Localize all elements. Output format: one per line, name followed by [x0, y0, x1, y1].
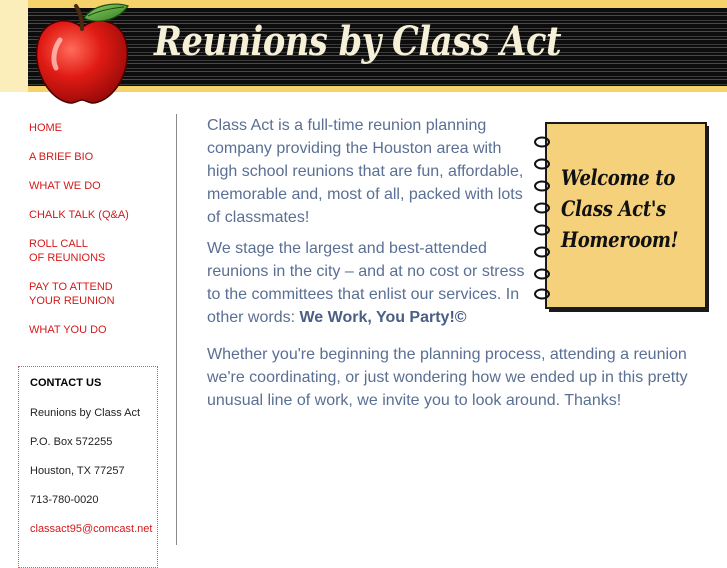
contact-heading: CONTACT US — [30, 377, 102, 389]
spiral-ring-icon — [533, 180, 555, 192]
spiral-ring-icon — [533, 202, 555, 214]
intro-paragraph: Class Act is a full-time reunion planning company providing the Houston area with high school reunions that are fun, affordable, memorable and, most of all, packed with lots of classmates! — [207, 117, 524, 226]
welcome-notepad — [545, 122, 711, 310]
nav-brief-bio[interactable]: A BRIEF BIO — [29, 151, 94, 163]
nav-chalk-talk[interactable]: CHALK TALK (Q&A) — [29, 209, 129, 221]
nav-pay-to-attend[interactable]: PAY TO ATTEND YOUR REUNION — [29, 281, 115, 307]
slogan-text: We Work, You Party!© — [299, 309, 467, 326]
invite-paragraph: Whether you're beginning the planning process, attending a reunion we're coordinating, or just wondering how we ended up in this pretty unusual line of work, we invite you to look around. Thanks! — [207, 346, 688, 409]
spiral-ring-icon — [533, 224, 555, 236]
nav-what-you-do[interactable]: WHAT YOU DO — [29, 324, 107, 336]
spiral-ring-icon — [533, 268, 555, 280]
services-paragraph — [207, 237, 537, 329]
notepad-paper — [545, 122, 707, 309]
nav-what-we-do[interactable]: WHAT WE DO — [29, 180, 101, 192]
spiral-ring-icon — [533, 288, 555, 300]
contact-phone: 713-780-0020 — [30, 494, 99, 506]
main-nav — [29, 121, 129, 352]
site-title: Reunions by Class Act — [154, 18, 562, 65]
nav-roll-call[interactable]: ROLL CALL OF REUNIONS — [29, 238, 106, 264]
contact-email-link[interactable]: classact95@comcast.net — [30, 523, 153, 535]
spiral-ring-icon — [533, 158, 555, 170]
nav-home[interactable]: HOME — [29, 122, 62, 134]
notepad-welcome-text: Welcome to Class Act's Homeroom! — [561, 165, 679, 252]
contact-city: Houston, TX 77257 — [30, 465, 125, 477]
services-text: We stage the largest and best-attended reunions in the city – and at no cost or stress to the committees that enlist our services. In other words: — [207, 240, 525, 326]
spiral-ring-icon — [533, 246, 555, 258]
contact-box — [18, 366, 158, 568]
contact-name: Reunions by Class Act — [30, 407, 141, 419]
contact-po-box: P.O. Box 572255 — [30, 436, 113, 448]
spiral-ring-icon — [533, 136, 555, 148]
sidebar-divider — [176, 114, 177, 545]
